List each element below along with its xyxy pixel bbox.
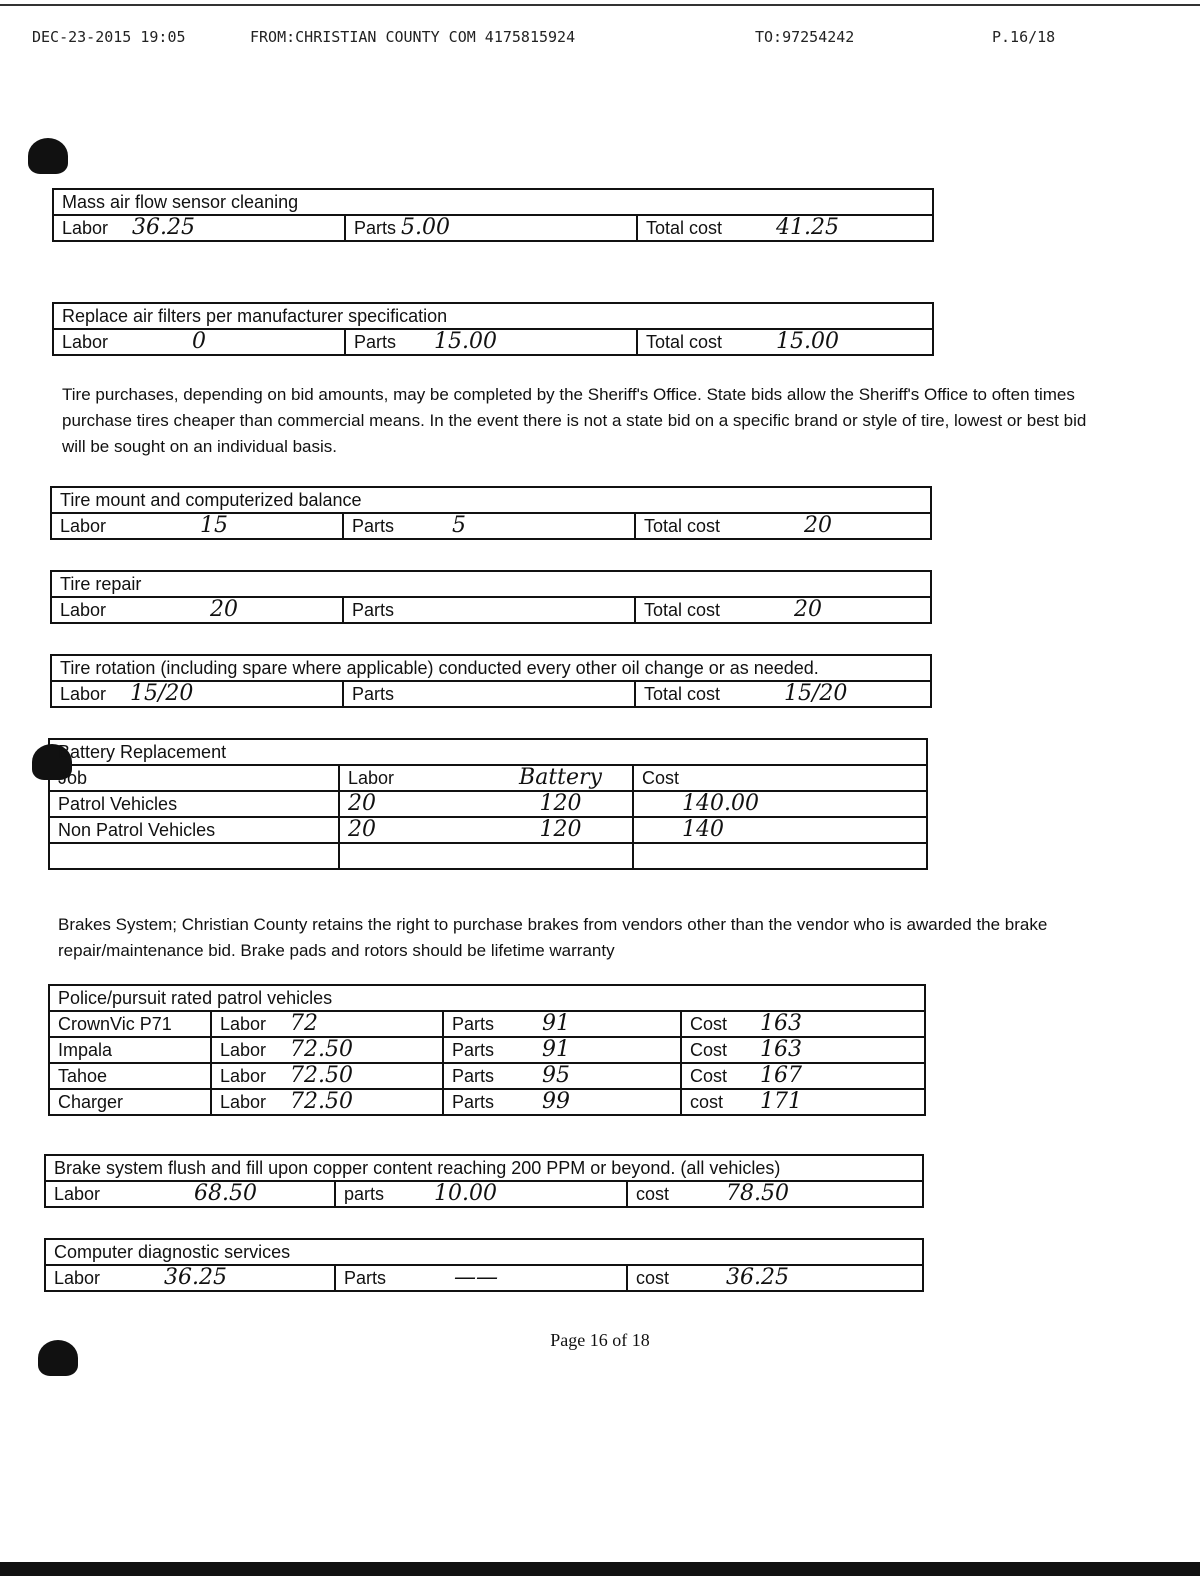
parts-cell: Parts 5.00 [345, 215, 637, 241]
parts-value: 5.00 [401, 215, 451, 240]
header-labor: Labor [339, 765, 489, 791]
vehicle-cell: Impala [49, 1037, 211, 1063]
cost-value: 171 [760, 1089, 802, 1114]
table-row [49, 817, 927, 843]
total-cell: cost 36.25 [627, 1265, 923, 1291]
patrol-brakes-table [48, 984, 926, 1116]
tire-mount-table [50, 486, 932, 540]
brakes-paragraph: Brakes System; Christian County retains the right to purchase brakes from vendors other than the vendor who is awarded the brake repair/maintenance bid. Brake pads and rotors should be lifetime warranty [58, 915, 1048, 960]
brake-flush-table [44, 1154, 924, 1208]
total-value: 78.50 [726, 1181, 789, 1206]
total-cell: Total cost 20 [635, 513, 931, 539]
fax-to: TO:97254242 [755, 28, 855, 46]
labor-value: 15/20 [130, 681, 194, 706]
labor-value: 68.50 [194, 1181, 257, 1206]
battery-table [48, 738, 928, 870]
labor-cell: Labor 15 [51, 513, 343, 539]
scan-top-edge [0, 4, 1200, 6]
section-title: Brake system flush and fill upon copper content reaching 200 PPM or beyond. (all vehicles) [45, 1155, 923, 1181]
total-cell: Total cost 41.25 [637, 215, 933, 241]
total-value: 36.25 [726, 1265, 789, 1290]
fax-page: P.16/18 [992, 28, 1056, 46]
labor-value: 36.25 [132, 215, 195, 240]
table-row [49, 791, 927, 817]
cost-value: 163 [760, 1037, 802, 1062]
labor-cell: Labor 68.50 [45, 1181, 335, 1207]
parts-value: 5 [452, 513, 466, 538]
total-cell: Total cost 15/20 [635, 681, 931, 707]
header-cost: Cost [633, 765, 927, 791]
labor-value: 72.50 [290, 1089, 353, 1114]
labor-value: 72.50 [290, 1063, 353, 1088]
labor-cell: Labor 0 [53, 329, 345, 355]
parts-value: 95 [542, 1063, 570, 1088]
section-title: Tire rotation (including spare where applicable) conducted every other oil change or as needed. [51, 655, 931, 681]
section-title: Replace air filters per manufacturer specification [53, 303, 933, 329]
fax-header [0, 28, 1200, 52]
fax-from: FROM:CHRISTIAN COUNTY COM 4175815924 [250, 28, 576, 46]
section-title: Computer diagnostic services [45, 1239, 923, 1265]
labor-value: 15 [200, 513, 228, 538]
vehicle-cell: Charger [49, 1089, 211, 1115]
section-title: Battery Replacement [49, 739, 927, 765]
tire-repair-table [50, 570, 932, 624]
total-value: 15.00 [776, 329, 839, 354]
job-cell: Patrol Vehicles [49, 791, 339, 817]
total-cell: Total cost 15.00 [637, 329, 933, 355]
labor-value: 20 [348, 791, 376, 816]
labor-cell: Labor 15/20 [51, 681, 343, 707]
parts-value: —— [454, 1265, 498, 1290]
table-row: CrownVic P71 Labor 72 Parts 91 Cost 163 [49, 1011, 925, 1037]
parts-value: 15.00 [434, 329, 497, 354]
job-cell: Non Patrol Vehicles [49, 817, 339, 843]
labor-cell: Labor 36.25 [45, 1265, 335, 1291]
total-value: 15/20 [784, 681, 848, 706]
cost-value: 167 [760, 1063, 802, 1088]
fax-date-time: DEC-23-2015 19:05 [32, 28, 186, 46]
parts-cell: Parts —— [335, 1265, 627, 1291]
labor-value: 0 [192, 329, 206, 354]
vehicle-cell: Tahoe [49, 1063, 211, 1089]
header-battery: Battery [519, 765, 602, 790]
total-value: 41.25 [776, 215, 839, 240]
section-title: Police/pursuit rated patrol vehicles [49, 985, 925, 1011]
table-row: Impala Labor 72.50 Parts 91 Cost 163 [49, 1037, 925, 1063]
parts-value: 99 [542, 1089, 570, 1114]
section-title: Tire repair [51, 571, 931, 597]
labor-value: 20 [348, 817, 376, 842]
page-number: Page 16 of 18 [550, 1330, 650, 1350]
tire-rotation-table [50, 654, 932, 708]
cost-value: 163 [760, 1011, 802, 1036]
header-job: Job [49, 765, 339, 791]
parts-cell: Parts [343, 597, 635, 623]
diagnostics-table [44, 1238, 924, 1292]
punch-hole-icon [28, 138, 68, 174]
parts-cell: parts 10.00 [335, 1181, 627, 1207]
table-row: Charger Labor 72.50 Parts 99 cost 171 [49, 1089, 925, 1115]
section-title: Tire mount and computerized balance [51, 487, 931, 513]
total-value: 20 [794, 597, 822, 622]
total-value: 20 [804, 513, 832, 538]
table-row: Tahoe Labor 72.50 Parts 95 Cost 167 [49, 1063, 925, 1089]
parts-cell: Parts [343, 681, 635, 707]
parts-value: 91 [542, 1011, 570, 1036]
total-cell: Total cost 20 [635, 597, 931, 623]
table-row [49, 843, 927, 869]
labor-cell: Labor 36.25 [53, 215, 345, 241]
labor-value: 72 [290, 1011, 318, 1036]
labor-value: 36.25 [164, 1265, 227, 1290]
parts-value: 10.00 [434, 1181, 497, 1206]
cost-value: 140.00 [682, 791, 759, 816]
labor-value: 72.50 [290, 1037, 353, 1062]
battery-value: 120 [539, 791, 582, 816]
scan-bottom-edge [0, 1562, 1200, 1576]
parts-cell: Parts 15.00 [345, 329, 637, 355]
total-cell: cost 78.50 [627, 1181, 923, 1207]
cost-value: 140 [682, 817, 724, 842]
mass-air-flow-table [52, 188, 934, 242]
parts-cell: Parts 5 [343, 513, 635, 539]
vehicle-cell: CrownVic P71 [49, 1011, 211, 1037]
air-filters-table [52, 302, 934, 356]
parts-value: 91 [542, 1037, 570, 1062]
tire-paragraph: Tire purchases, depending on bid amounts, may be completed by the Sheriff's Office. State bids allow the Sheriff's Office to often times purchase tires cheaper than commercial means. In the event there is not a state bid on a specific brand or style of tire, lowest or best bid will be sought on an individual basis. [62, 385, 1087, 456]
labor-value: 20 [210, 597, 238, 622]
labor-cell: Labor 20 [51, 597, 343, 623]
section-title: Mass air flow sensor cleaning [53, 189, 933, 215]
battery-value: 120 [539, 817, 582, 842]
